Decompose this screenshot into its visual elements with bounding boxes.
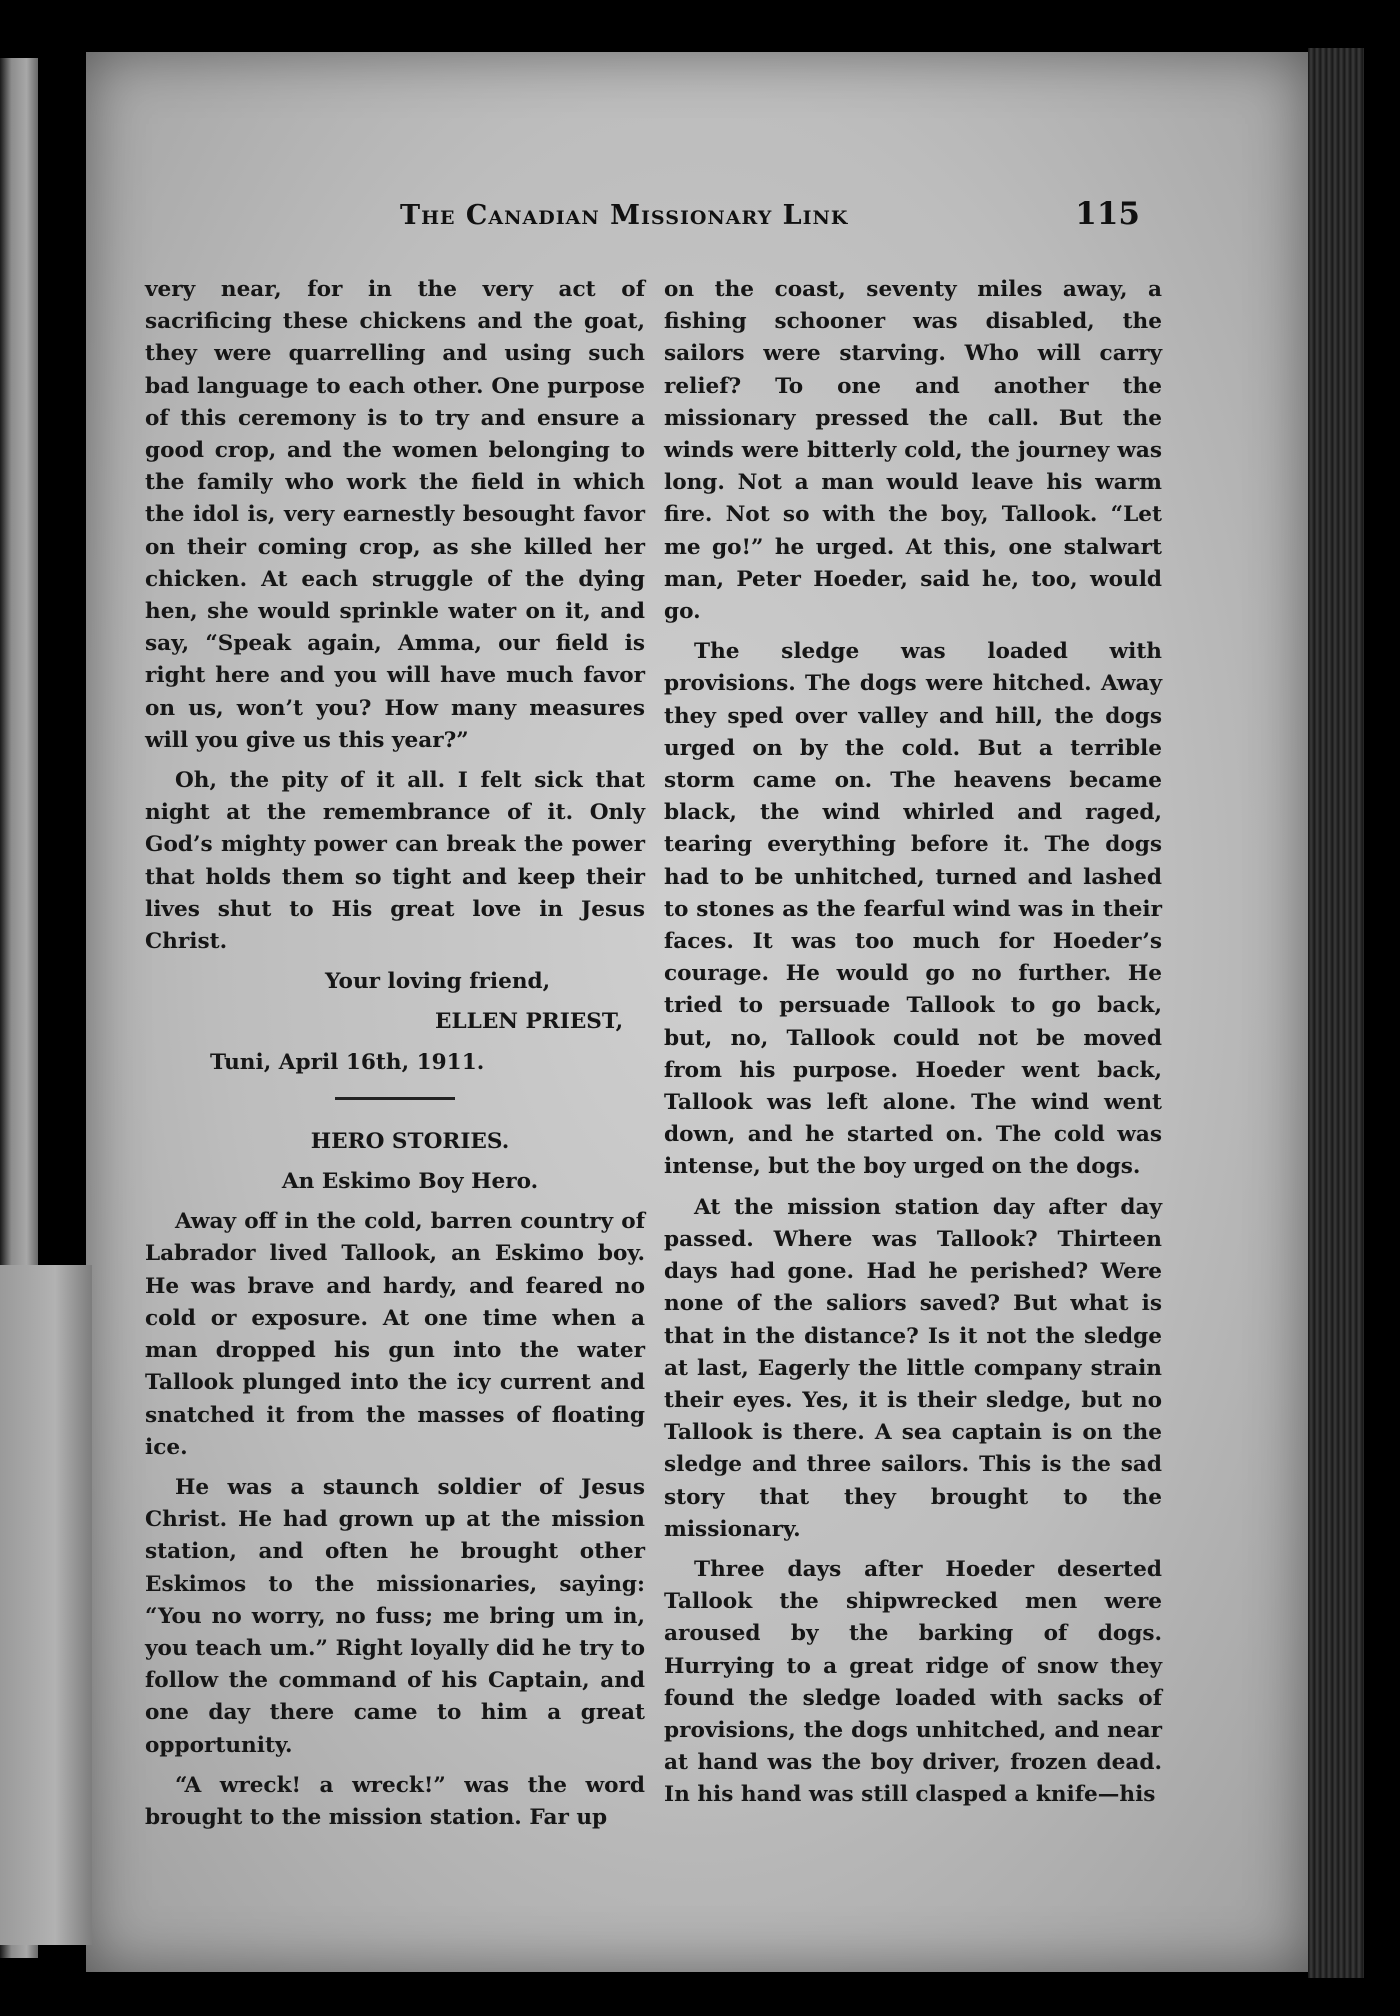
journal-title: The Canadian Missionary Link xyxy=(400,200,849,231)
paragraph: on the coast, seventy miles away, a fishing schooner was disabled, the sailors were starving. Who will carry relief? To one and another the missionary pressed the call. But the winds were bitterly cold, the journey was long. Not a man would leave his warm fire. Not so with the boy, Tallook. “Let me go!” he urged. At this, one stalwart man, Peter Hoeder, said he, too, would go. xyxy=(664,277,1162,625)
paragraph: Oh, the pity of it all. I felt sick that night at the remembrance of it. Only God’s mighty power can break the power that holds them so tight and keep their lives shut to His great love in Jesus Christ. xyxy=(145,768,645,955)
binding-tab xyxy=(0,1265,92,1945)
paragraph: He was a staunch soldier of Jesus Christ. He had grown up at the mission station, and often he brought other Eskimos to the missionaries, saying: “You no worry, no fuss; me bring um in, you teach um.” Right loyally did he try to follow the command of his Captain, and one day there came to him a great opportunity. xyxy=(145,1474,645,1758)
page-number: 115 xyxy=(1075,196,1140,232)
left-column xyxy=(145,274,645,1842)
letter-dateline: Tuni, April 16th, 1911. xyxy=(210,1049,485,1075)
right-column xyxy=(664,274,1162,1820)
paragraph: At the mission station day after day passed. Where was Tallook? Thirteen days had gone. Had he perished? Were none of the saliors saved? But what is that in the distance? Is it not the sledge at last, Eagerly the little company strain their eyes. Yes, it is their sledge, but no Tallook is there. A sea captain is on the sledge and three sailors. This is the sad story that they brought to the missionary. xyxy=(664,1194,1162,1542)
running-header xyxy=(400,196,1140,240)
section-heading: HERO STORIES. xyxy=(310,1128,510,1154)
story-title: An Eskimo Boy Hero. xyxy=(281,1169,539,1195)
paragraph: very near, for in the very act of sacrificing these chickens and the goat, they were quarrelling and using such bad language to each other. One purpose of this ceremony is to try and ensure a good crop, and the women belonging to the family who work the field in which the idol is, very earnestly besought favor on their coming crop, as she killed her chicken. At each struggle of the dying hen, she would sprinkle water on it, and say, “Speak again, Amma, our field is right here and you will have much favor on us, won’t you? How many measures will you give us this year?” xyxy=(145,277,645,753)
letter-closing: Your loving friend, xyxy=(325,969,551,995)
page-stack-edge xyxy=(1308,48,1364,1978)
paragraph: Three days after Hoeder deserted Tallook the shipwrecked men were aroused by the barking of dogs. Hurrying to a great ridge of snow they found the sledge loaded with sacks of provisions, the dogs unhitched, and near at hand was the boy driver, frozen dead. In his hand was still clasped a knife—his xyxy=(664,1556,1162,1808)
section-divider xyxy=(335,1097,455,1100)
letter-signature: ELLEN PRIEST, xyxy=(435,1009,624,1035)
paragraph: The sledge was loaded with provisions. The dogs were hitched. Away they sped over valley and hill, the dogs urged on by the cold. But a terrible storm came on. The heavens became black, the wind whirled and raged, tearing everything before it. The dogs had to be unhitched, turned and lashed to stones as the fearful wind was in their faces. It was too much for Hoeder’s courage. He would go no further. He tried to persuade Tallook to go back, but, no, Tallook could not be moved from his purpose. Hoeder went back, Tallook was left alone. The wind went down, and he started on. The cold was intense, but the boy urged on the dogs. xyxy=(664,639,1162,1180)
paragraph: “A wreck! a wreck!” was the word brought to the mission station. Far up xyxy=(145,1772,645,1830)
paragraph: Away off in the cold, barren country of Labrador lived Tallook, an Eskimo boy. He was brave and hardy, and feared no cold or exposure. At one time when a man dropped his gun into the water Tallook plunged into the icy current and snatched it from the masses of floating ice. xyxy=(145,1209,645,1460)
